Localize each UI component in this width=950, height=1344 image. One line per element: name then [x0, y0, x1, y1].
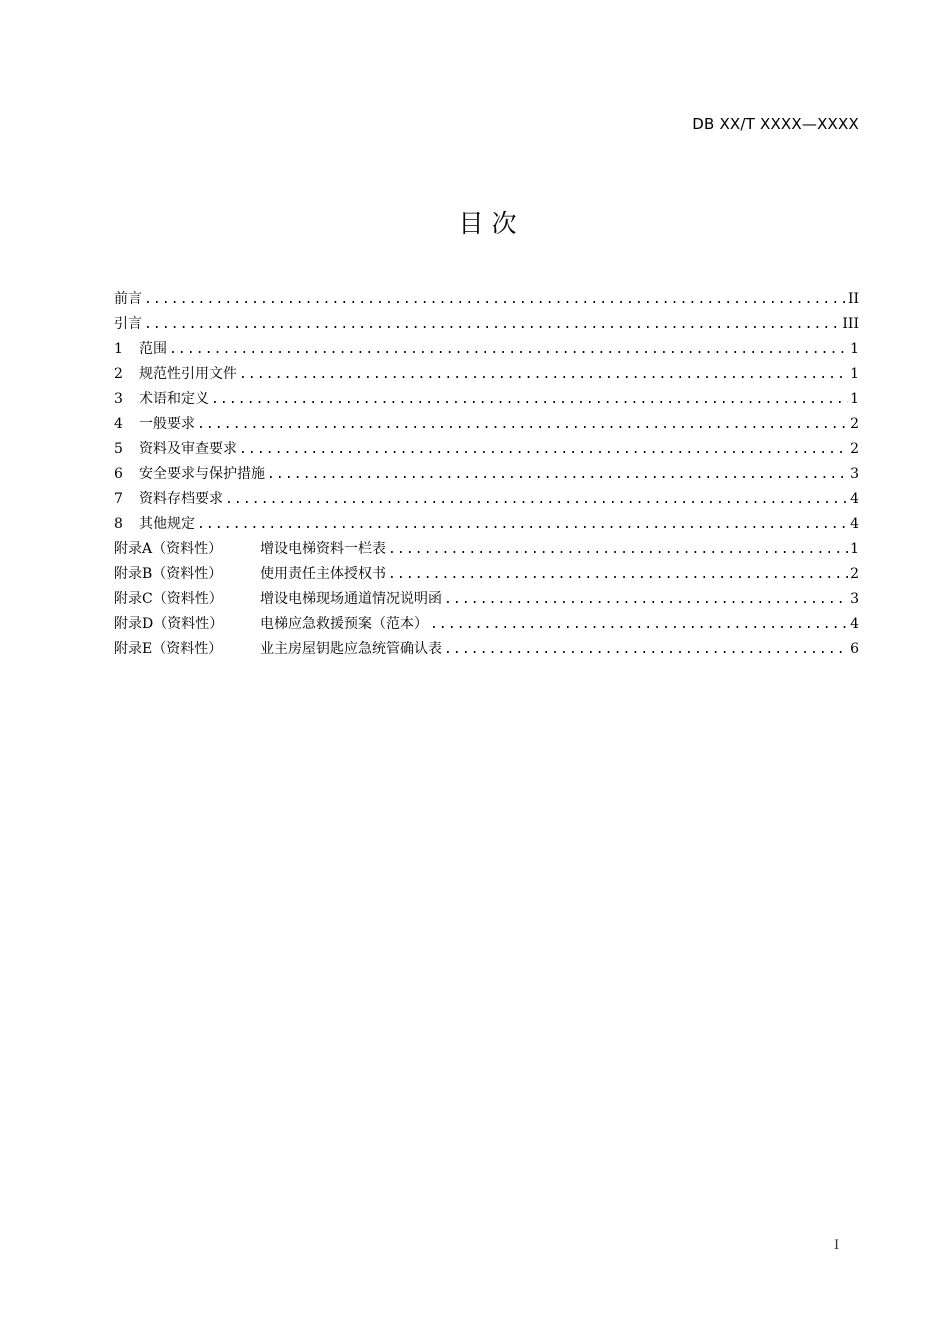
toc-entry-number: 6 [114, 466, 123, 482]
dot-leader [169, 337, 848, 362]
toc-entry-label: 其他规定 [139, 516, 195, 532]
toc-entry-appendix-label: 附录E（资料性） [114, 641, 223, 657]
dot-leader [444, 587, 848, 612]
toc-entry-label: 资料及审查要求 [139, 441, 237, 457]
toc-entry-safety-measures[interactable] [114, 462, 859, 487]
toc-entry-appendix-label: 附录A（资料性） [114, 541, 223, 557]
toc-entry-foreword[interactable] [114, 287, 859, 312]
toc-entry-page: 4 [850, 491, 859, 507]
toc-entry-appendix-d[interactable] [114, 612, 859, 637]
dot-leader [239, 437, 848, 462]
toc-entry-number: 2 [114, 366, 123, 382]
toc-entry-page: 2 [850, 566, 859, 582]
toc-entry-label: 前言 [114, 291, 142, 307]
toc-entry-other-provisions[interactable] [114, 512, 859, 537]
toc-entry-label: 引言 [114, 316, 142, 332]
toc-entry-label: 增设电梯资料一栏表 [260, 541, 386, 557]
toc-entry-page: 4 [850, 616, 859, 632]
dot-leader [225, 487, 848, 512]
toc-entry-introduction[interactable] [114, 312, 859, 337]
toc-entry-number: 4 [114, 416, 123, 432]
toc-entry-page: 3 [850, 466, 859, 482]
toc-entry-page: 4 [850, 516, 859, 532]
toc-entry-general-requirements[interactable] [114, 412, 859, 437]
toc-entry-page: 3 [850, 591, 859, 607]
toc-entry-number: 8 [114, 516, 123, 532]
toc-entry-normative-references[interactable] [114, 362, 859, 387]
dot-leader [388, 562, 848, 587]
toc-entry-number: 3 [114, 391, 123, 407]
toc-entry-page: 1 [850, 341, 859, 357]
toc-entry-appendix-b[interactable] [114, 562, 859, 587]
toc-entry-appendix-label: 附录B（资料性） [114, 566, 223, 582]
toc-entry-label: 使用责任主体授权书 [260, 566, 386, 582]
toc-entry-appendix-c[interactable] [114, 587, 859, 612]
document-code: DB XX/T XXXX—XXXX [692, 115, 859, 133]
toc-entry-page: 2 [850, 441, 859, 457]
table-of-contents [114, 287, 859, 662]
toc-entry-page: II [847, 291, 859, 307]
toc-entry-scope[interactable] [114, 337, 859, 362]
dot-leader [239, 362, 848, 387]
dot-leader [211, 387, 848, 412]
toc-entry-page: 1 [850, 541, 859, 557]
toc-entry-label: 资料存档要求 [139, 491, 223, 507]
dot-leader [444, 637, 848, 662]
toc-entry-label: 增设电梯现场通道情况说明函 [260, 591, 442, 607]
dot-leader [267, 462, 848, 487]
dot-leader [144, 287, 846, 312]
toc-entry-page: 1 [850, 366, 859, 382]
toc-entry-appendix-label: 附录C（资料性） [114, 591, 223, 607]
toc-title: 目 次 [458, 209, 517, 238]
toc-entry-number: 1 [114, 341, 123, 357]
toc-entry-appendix-e[interactable] [114, 637, 859, 662]
toc-entry-label: 电梯应急救援预案（范本） [260, 616, 428, 632]
toc-entry-page: III [842, 316, 859, 332]
toc-entry-number: 5 [114, 441, 123, 457]
toc-entry-label: 术语和定义 [139, 391, 209, 407]
toc-entry-terms-definitions[interactable] [114, 387, 859, 412]
toc-entry-number: 7 [114, 491, 123, 507]
toc-entry-document-review[interactable] [114, 437, 859, 462]
toc-entry-label: 规范性引用文件 [139, 366, 237, 382]
toc-entry-label: 范围 [139, 341, 167, 357]
dot-leader [388, 537, 848, 562]
toc-entry-appendix-a[interactable] [114, 537, 859, 562]
toc-entry-page: 6 [850, 641, 859, 657]
toc-entry-label: 业主房屋钥匙应急统管确认表 [260, 641, 442, 657]
toc-entry-label: 一般要求 [139, 416, 195, 432]
page-number: I [834, 1238, 840, 1253]
toc-entry-page: 2 [850, 416, 859, 432]
dot-leader [197, 412, 848, 437]
toc-entry-archiving[interactable] [114, 487, 859, 512]
dot-leader [430, 612, 848, 637]
dot-leader [144, 312, 840, 337]
dot-leader [197, 512, 848, 537]
toc-entry-label: 安全要求与保护措施 [139, 466, 265, 482]
toc-entry-page: 1 [850, 391, 859, 407]
toc-entry-appendix-label: 附录D（资料性） [114, 616, 224, 632]
